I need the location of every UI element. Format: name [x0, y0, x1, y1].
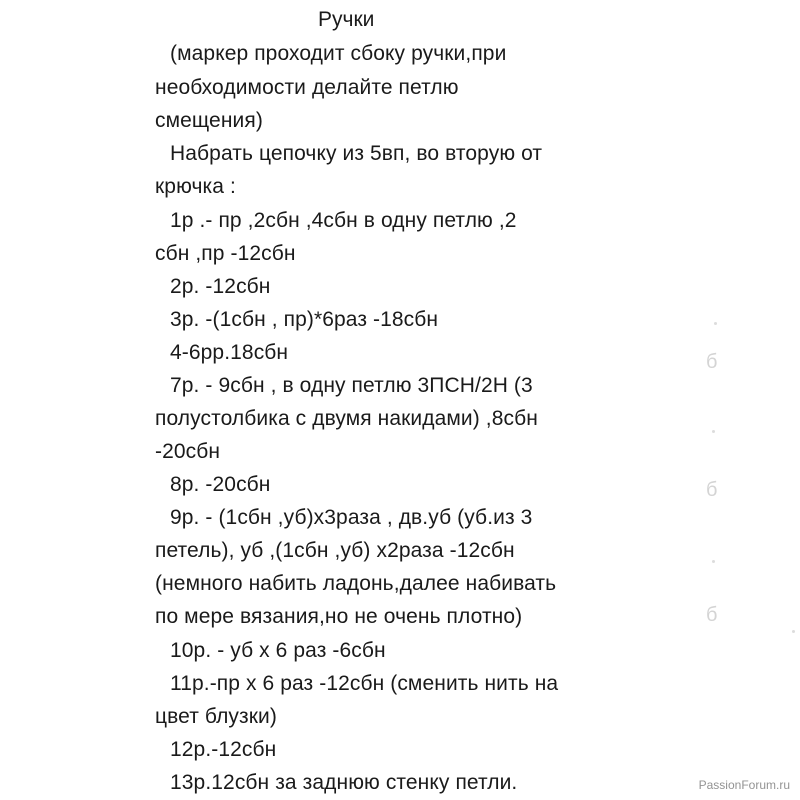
- text-line: крючка :: [155, 175, 236, 198]
- text-line: 7р. - 9сбн , в одну петлю 3ПСН/2Н (3: [170, 374, 533, 397]
- text-line: петель), уб ,(1сбн ,уб) х2раза -12сбн: [155, 539, 515, 562]
- bleed-through-dot: [714, 322, 717, 325]
- text-line: 13р.12сбн за заднюю стенку петли.: [170, 771, 518, 794]
- text-line: 11р.-пр х 6 раз -12сбн (сменить нить на: [170, 672, 559, 695]
- bleed-through-dot: [792, 630, 795, 633]
- text-line: 9р. - (1сбн ,уб)х3раза , дв.уб (уб.из 3: [170, 506, 533, 529]
- text-line: 8р. -20сбн: [170, 473, 271, 496]
- bleed-through-mark: б: [706, 604, 718, 626]
- text-line: 3р. -(1сбн , пр)*6раз -18сбн: [170, 308, 439, 331]
- text-line: по мере вязания,но не очень плотно): [155, 605, 523, 628]
- text-line: (маркер проходит сбоку ручки,при: [170, 42, 507, 65]
- text-line: Набрать цепочку из 5вп, во вторую от: [170, 142, 543, 165]
- text-line: необходимости делайте петлю: [155, 76, 459, 99]
- text-line: -20сбн: [155, 440, 221, 463]
- text-line: 4-6рр.18сбн: [170, 341, 289, 364]
- bleed-through-dot: [712, 560, 715, 563]
- text-line: смещения): [155, 109, 263, 132]
- document-title: Ручки: [318, 8, 375, 31]
- text-line: (немного набить ладонь,далее набивать: [155, 572, 557, 595]
- text-line: полустолбика с двумя накидами) ,8сбн: [155, 407, 538, 430]
- text-line: 2р. -12сбн: [170, 275, 271, 298]
- text-line: 10р. - уб х 6 раз -6сбн: [170, 639, 386, 662]
- bleed-through-mark: б: [706, 479, 718, 501]
- text-line: цвет блузки): [155, 705, 277, 728]
- text-line: 12р.-12сбн: [170, 738, 277, 761]
- text-line: 1р .- пр ,2сбн ,4сбн в одну петлю ,2: [170, 209, 517, 232]
- text-line: сбн ,пр -12сбн: [155, 242, 296, 265]
- watermark: PassionForum.ru: [698, 778, 790, 792]
- bleed-through-dot: [712, 430, 715, 433]
- bleed-through-mark: б: [706, 351, 718, 373]
